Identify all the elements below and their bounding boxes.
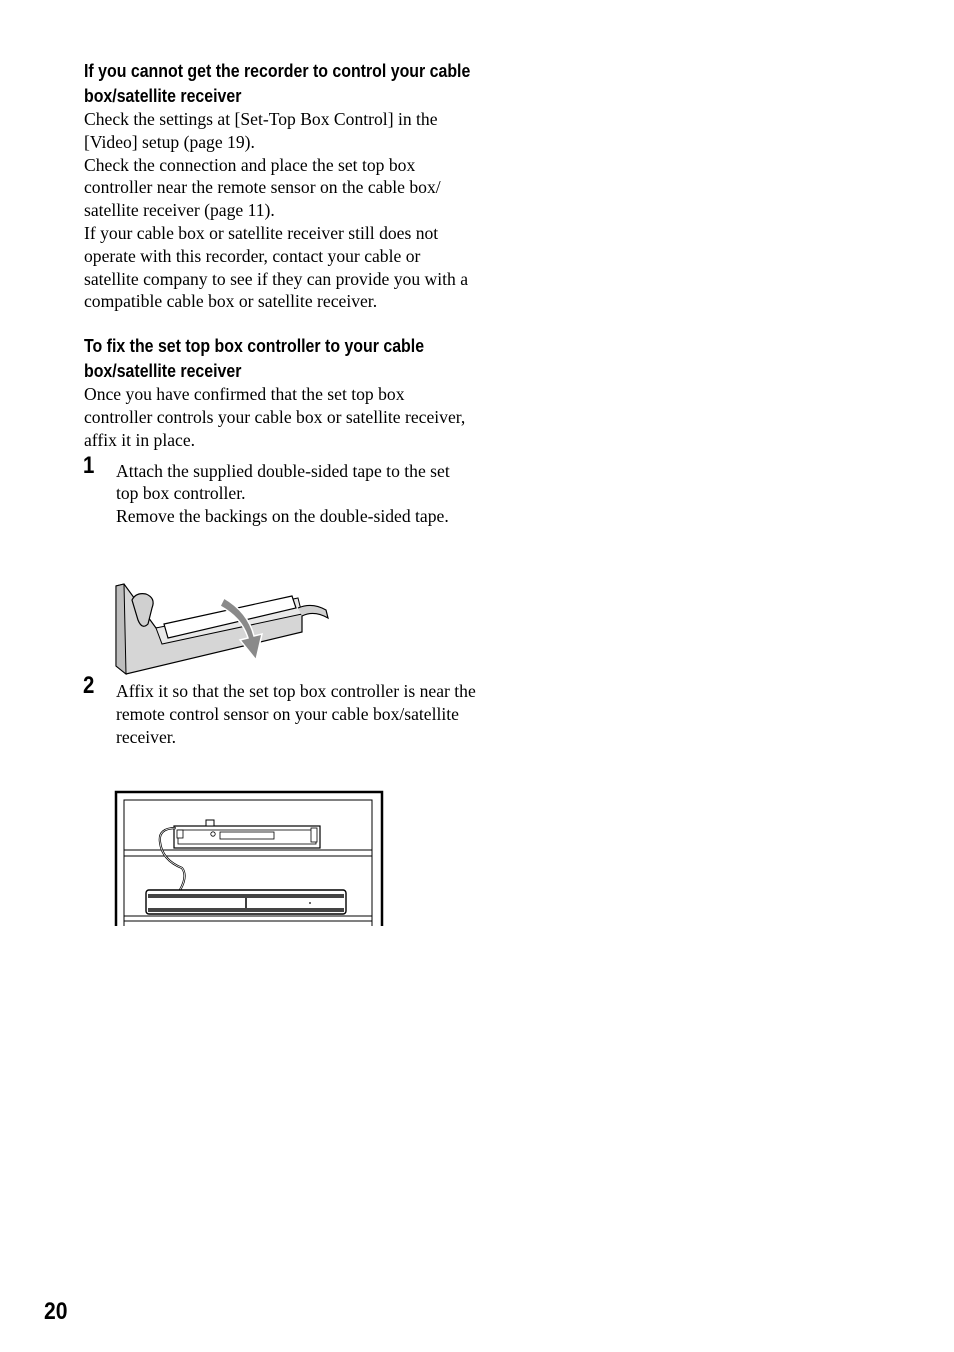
section-heading-troubleshoot: If you cannot get the recorder to control your cable box/satellite receiver — [84, 60, 471, 106]
step-number: 1 — [83, 451, 95, 479]
step-text: Attach the supplied double-sided tape to the set top box controller. — [116, 460, 450, 504]
paragraph: Check the connection and place the set top box controller near the remote sensor on the cable box/ satellite receiver (page 11). — [84, 154, 441, 221]
paragraph: Check the settings at [Set-Top Box Control] in the [Video] setup (page 19). — [84, 109, 438, 152]
section-fix-controller — [84, 333, 476, 748]
page-number: 20 — [44, 1298, 68, 1325]
troubleshoot-text — [84, 108, 476, 313]
step-text: Remove the backings on the double-sided tape. — [116, 506, 449, 527]
paragraph: If your cable box or satellite receiver still does not operate with this recorder, contact your cable or satellite company to see if they can provide you with a compatible cable box or satellite receiver. — [84, 222, 469, 312]
step-number: 2 — [83, 671, 95, 699]
step-text: Affix it so that the set top box controller is near the remote control sensor on your cable box/satellite receiver. — [116, 680, 476, 747]
tape-attachment-illustration — [112, 580, 332, 678]
cabinet-placement-illustration — [114, 790, 384, 926]
section-heading-fix: To fix the set top box controller to your cable box/satellite receiver — [84, 335, 425, 382]
step-1 — [83, 451, 476, 528]
step-2 — [83, 671, 476, 748]
intro-text: Once you have confirmed that the set top box controller controls your cable box or satellite receiver, affix it in place. — [84, 384, 466, 450]
